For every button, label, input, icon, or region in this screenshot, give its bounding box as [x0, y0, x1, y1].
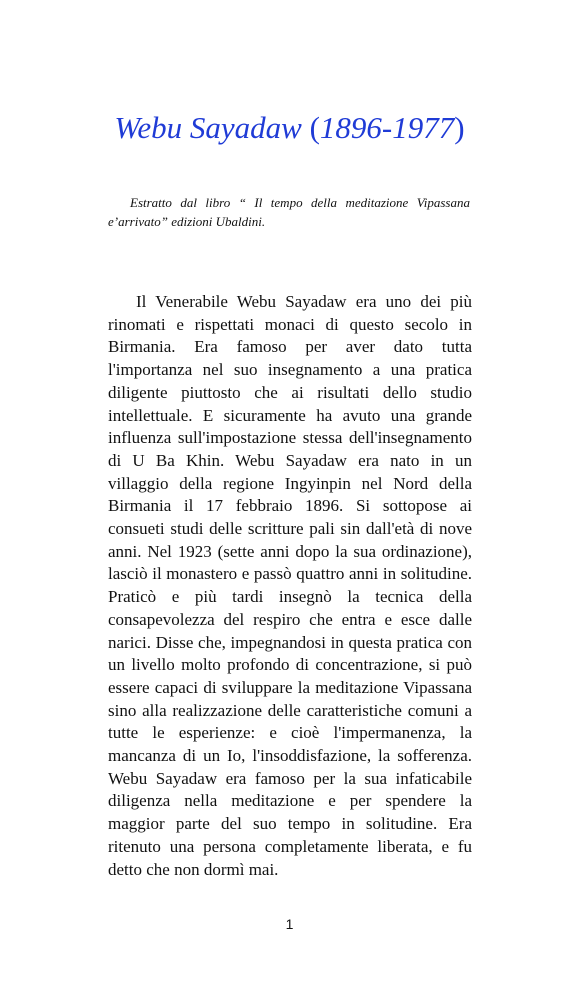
title-years: 1896-1977: [319, 110, 455, 145]
body-paragraph: Il Venerabile Webu Sayadaw era uno dei più rinomati e rispettati monaci di questo secolo in Birmania. Era famoso per aver dato tutta l'importanza nel suo insegnamento a una pratica diligente piuttosto che ai risultati dello studio intellettuale. E sicuramente ha avuto una grande influenza sull'impostazione stessa dell'insegnamento di U Ba Khin. Webu Sayadaw era nato in un villaggio della regione Ingyinpin nel Nord della Birmania il 17 febbraio 1896. Si sottopose ai consueti studi delle scritture pali sin dall'età di nove anni. Nel 1923 (sette anni dopo la sua ordinazione), lasciò il monastero e passò quattro anni in solitudine. Praticò e più tardi insegnò la tecnica della consapevolezza del respiro che entra e esce dalle narici. Disse che, impegnandosi in questa pratica con un livello molto profondo di concentrazione, si può essere capaci di sviluppare la meditazione Vipassana sino alla realizzazione delle caratteristiche comuni a tutte le esperienze: e cioè l'impermanenza, la mancanza di un Io, l'insoddisfazione, la sofferenza. Webu Sayadaw era famoso per la sua infaticabile diligenza nella meditazione e per spendere la maggior parte del suo tempo in solitudine. Era ritenuto una persona completamente liberata, e fu detto che non dormì mai.: [108, 292, 472, 879]
excerpt-note: Estratto dal libro “ Il tempo della meditazione Vipassana e’arrivato” edizioni Ubaldini.: [108, 195, 470, 229]
page-title: [0, 108, 579, 148]
page-number: 1: [285, 916, 294, 932]
title-paren-close: ): [454, 110, 465, 145]
title-name: Webu Sayadaw: [114, 110, 310, 145]
title-paren-open: (: [309, 110, 320, 145]
